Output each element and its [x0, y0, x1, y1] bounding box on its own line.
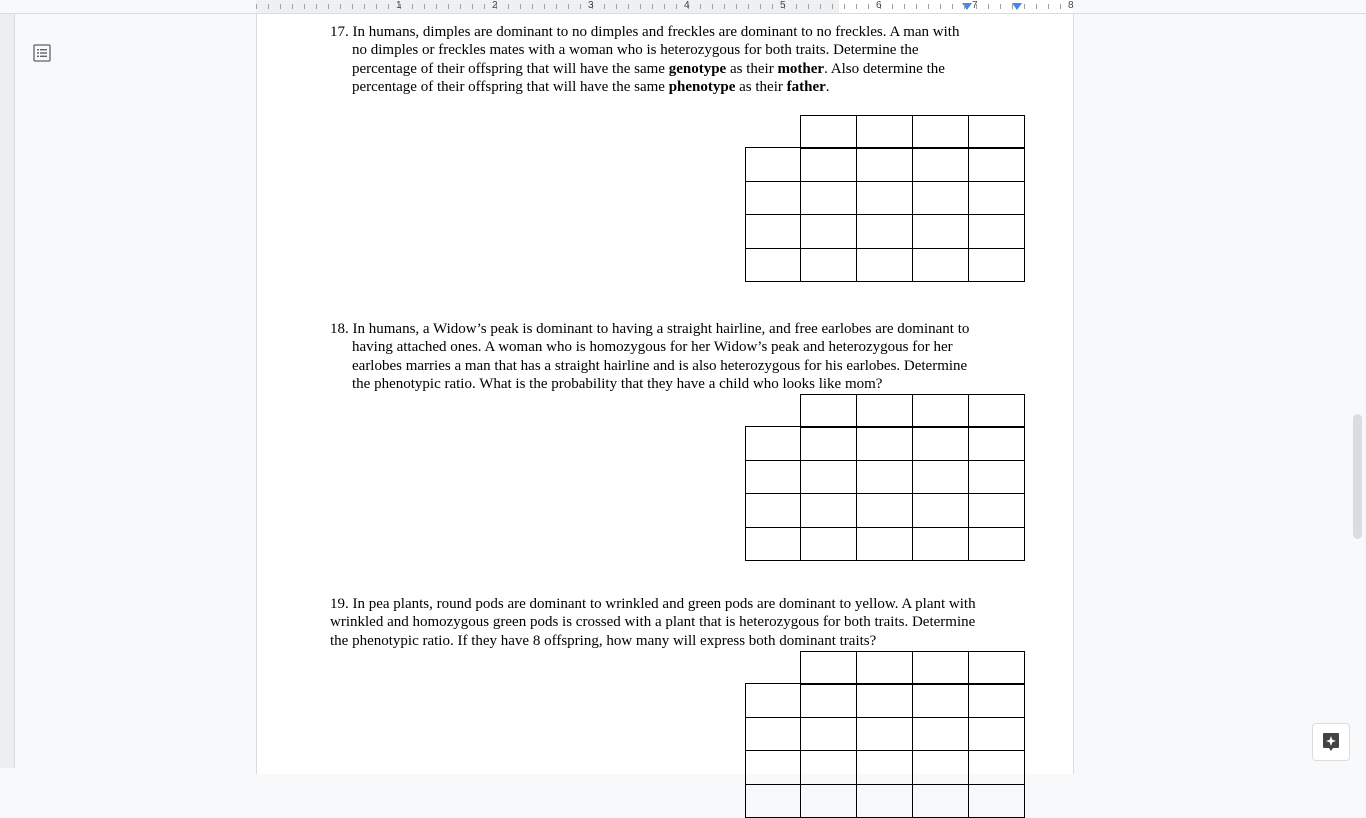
ruler-tick [940, 4, 941, 9]
punnett-cell[interactable] [912, 460, 969, 494]
punnett-cell[interactable] [968, 527, 1025, 561]
ruler-tick [664, 4, 665, 9]
assistant-button[interactable] [1312, 723, 1350, 761]
punnett-cell[interactable] [745, 493, 801, 528]
ruler-tick [1012, 4, 1013, 9]
ruler-number: 5 [780, 0, 786, 11]
question-line [330, 320, 1020, 338]
punnett-cell[interactable] [856, 651, 913, 685]
ruler-tick [988, 4, 989, 9]
text-run: 19. In pea plants, round pods are dominant to wrinkled and green pods are dominant to yellow. A plant with [330, 596, 976, 612]
punnett-cell[interactable] [912, 784, 969, 818]
punnett-cell[interactable] [745, 683, 801, 718]
ruler-tick [832, 4, 833, 9]
punnett-cell[interactable] [800, 394, 857, 428]
ruler-tick [1024, 4, 1025, 9]
ruler-tick [304, 4, 305, 9]
ruler-number: 4 [684, 0, 690, 11]
bold-term: father [786, 78, 826, 95]
ruler-number: 8 [1068, 0, 1074, 11]
punnett-cell[interactable] [968, 214, 1025, 249]
ruler-tick [448, 4, 449, 9]
punnett-cell[interactable] [912, 717, 969, 751]
text-run: percentage of their offspring that will have the same [352, 60, 669, 77]
ruler-tick [328, 4, 329, 9]
punnett-cell[interactable] [856, 394, 913, 428]
ruler-tick [508, 4, 509, 9]
question-line [330, 78, 1020, 96]
punnett-cell[interactable] [856, 147, 913, 182]
ruler-tick [472, 4, 473, 9]
punnett-cell[interactable] [912, 426, 969, 461]
ruler-text-area [839, 0, 1072, 13]
ruler-number: 7 [972, 0, 978, 11]
punnett-cell[interactable] [800, 717, 857, 751]
text-run: the phenotypic ratio. If they have 8 offspring, how many will express both dominant traits? [330, 632, 877, 649]
text-run: earlobes marries a man that has a straight hairline and is also heterozygous for his earlobes. Determine [352, 357, 968, 374]
punnett-cell[interactable] [745, 426, 801, 461]
punnett-cell[interactable] [968, 248, 1025, 282]
ruler-tick [460, 4, 461, 9]
ruler-tick [544, 4, 545, 9]
text-run: 18. In humans, a Widow’s peak is dominant to having a straight hairline, and free earlobes are dominant to [330, 321, 970, 337]
left-margin-area [0, 14, 15, 768]
ruler-tick [952, 4, 953, 9]
punnett-cell[interactable] [856, 426, 913, 461]
text-run: having attached ones. A woman who is homozygous for her Widow’s peak and heterozygous for her [352, 339, 953, 356]
punnett-cell[interactable] [968, 784, 1025, 818]
bold-term: mother [777, 60, 825, 77]
punnett-cell[interactable] [968, 394, 1025, 428]
punnett-cell[interactable] [800, 147, 857, 182]
ruler-tick [352, 4, 353, 9]
text-run: as their [726, 60, 778, 77]
ruler-tick [916, 4, 917, 9]
ruler-tick [676, 4, 677, 9]
ruler-tick [568, 4, 569, 9]
question-line [330, 338, 1020, 356]
question-line [330, 60, 1020, 78]
punnett-cell[interactable] [800, 214, 857, 249]
ruler-tick [904, 4, 905, 9]
punnett-cell[interactable] [856, 717, 913, 751]
question-line [330, 595, 1020, 613]
text-run: wrinkled and homozygous green pods is crossed with a plant that is heterozygous for both traits. Determine [330, 614, 976, 631]
punnett-cell[interactable] [856, 683, 913, 718]
text-run: 17. In humans, dimples are dominant to no dimples and freckles are dominant to no freckles. A man with [330, 24, 960, 40]
bold-term: genotype [668, 60, 727, 77]
question-18 [330, 320, 1020, 393]
punnett-cell[interactable] [800, 115, 857, 149]
punnett-cell[interactable] [800, 527, 857, 561]
question-17 [330, 23, 1020, 96]
punnett-cell[interactable] [912, 394, 969, 428]
ruler-tick [796, 4, 797, 9]
text-run: as their [735, 78, 787, 95]
ruler-margin [256, 0, 839, 13]
punnett-cell[interactable] [912, 651, 969, 685]
punnett-cell[interactable] [800, 181, 857, 215]
punnett-cell[interactable] [912, 527, 969, 561]
ruler-tick [892, 4, 893, 9]
document-outline-icon[interactable] [33, 44, 51, 62]
punnett-cell[interactable] [856, 784, 913, 818]
punnett-cell[interactable] [968, 651, 1025, 685]
question-line [330, 632, 1020, 650]
punnett-cell[interactable] [745, 147, 801, 182]
punnett-cell[interactable] [856, 214, 913, 249]
punnett-cell[interactable] [856, 493, 913, 528]
text-run: . Also determine the [824, 60, 945, 77]
ruler-tick [532, 4, 533, 9]
punnett-cell[interactable] [968, 683, 1025, 718]
question-line [330, 613, 1020, 631]
punnett-cell[interactable] [912, 493, 969, 528]
punnett-cell[interactable] [745, 248, 801, 282]
right-margin-marker[interactable] [1012, 3, 1022, 10]
punnett-cell[interactable] [912, 147, 969, 182]
ruler-number: 2 [492, 0, 498, 11]
text-run: no dimples or freckles mates with a woman who is heterozygous for both traits. Determine the [352, 42, 919, 59]
ruler-tick [424, 4, 425, 9]
ruler-tick [640, 4, 641, 9]
punnett-cell[interactable] [856, 181, 913, 215]
punnett-cell[interactable] [800, 651, 857, 685]
punnett-cell[interactable] [968, 426, 1025, 461]
punnett-cell[interactable] [968, 115, 1025, 149]
ruler-tick [616, 4, 617, 9]
horizontal-ruler[interactable] [0, 0, 1366, 14]
ruler-number: 1 [396, 0, 402, 11]
punnett-cell[interactable] [856, 248, 913, 282]
ruler-tick [1060, 4, 1061, 9]
bold-term: phenotype [668, 78, 736, 95]
punnett-cell[interactable] [856, 527, 913, 561]
punnett-cell[interactable] [745, 460, 801, 494]
punnett-cell[interactable] [745, 784, 801, 818]
punnett-cell[interactable] [800, 248, 857, 282]
question-line [330, 23, 1020, 41]
ruler-tick [1000, 4, 1001, 9]
ruler-tick [340, 4, 341, 9]
ruler-tick [808, 4, 809, 9]
ruler-tick [700, 4, 701, 9]
sparkle-comment-icon [1322, 732, 1340, 752]
ruler-tick [1036, 4, 1037, 9]
question-line [330, 41, 1020, 59]
ruler-tick [520, 4, 521, 9]
text-run: the phenotypic ratio. What is the probability that they have a child who looks like mom? [352, 375, 883, 392]
ruler-tick [364, 4, 365, 9]
text-run: percentage of their offspring that will have the same [352, 78, 669, 95]
punnett-cell[interactable] [968, 181, 1025, 215]
ruler-tick [628, 4, 629, 9]
punnett-cell[interactable] [968, 147, 1025, 182]
ruler-tick [484, 4, 485, 9]
punnett-cell[interactable] [800, 426, 857, 461]
punnett-cell[interactable] [968, 460, 1025, 494]
question-line [330, 375, 1020, 393]
punnett-cell[interactable] [745, 181, 801, 215]
ruler-tick [820, 4, 821, 9]
punnett-cell[interactable] [968, 717, 1025, 751]
ruler-tick [760, 4, 761, 9]
punnett-cell[interactable] [912, 181, 969, 215]
punnett-cell[interactable] [800, 493, 857, 528]
ruler-tick [724, 4, 725, 9]
punnett-cell[interactable] [912, 683, 969, 718]
ruler-tick [772, 4, 773, 9]
ruler-tick [712, 4, 713, 9]
punnett-cell[interactable] [912, 214, 969, 249]
ruler-tick [556, 4, 557, 9]
ruler-tick [436, 4, 437, 9]
question-line [330, 357, 1020, 375]
text-run: . [825, 78, 830, 95]
punnett-cell[interactable] [745, 214, 801, 249]
ruler-tick [412, 4, 413, 9]
ruler-tick [268, 4, 269, 9]
punnett-cell[interactable] [800, 784, 857, 818]
punnett-cell[interactable] [912, 115, 969, 149]
ruler-tick [964, 4, 965, 9]
ruler-tick [928, 4, 929, 9]
ruler-tick [1048, 4, 1049, 9]
punnett-cell[interactable] [800, 683, 857, 718]
punnett-cell[interactable] [968, 493, 1025, 528]
ruler-tick [292, 4, 293, 9]
ruler-tick [868, 4, 869, 9]
ruler-tick [652, 4, 653, 9]
ruler-tick [388, 4, 389, 9]
ruler-tick [256, 4, 257, 9]
ruler-tick [856, 4, 857, 9]
ruler-number: 3 [588, 0, 594, 11]
punnett-cell[interactable] [800, 460, 857, 494]
ruler-tick [748, 4, 749, 9]
punnett-cell[interactable] [912, 248, 969, 282]
ruler-tick [280, 4, 281, 9]
ruler-tick [580, 4, 581, 9]
ruler-tick [316, 4, 317, 9]
ruler-tick [844, 4, 845, 9]
punnett-cell[interactable] [856, 460, 913, 494]
vertical-scrollbar[interactable] [1353, 414, 1362, 539]
punnett-cell[interactable] [745, 717, 801, 751]
ruler-number: 6 [876, 0, 882, 11]
punnett-cell[interactable] [856, 115, 913, 149]
punnett-cell[interactable] [745, 527, 801, 561]
question-19 [330, 595, 1020, 650]
ruler-tick [736, 4, 737, 9]
ruler-tick [604, 4, 605, 9]
ruler-tick [376, 4, 377, 9]
